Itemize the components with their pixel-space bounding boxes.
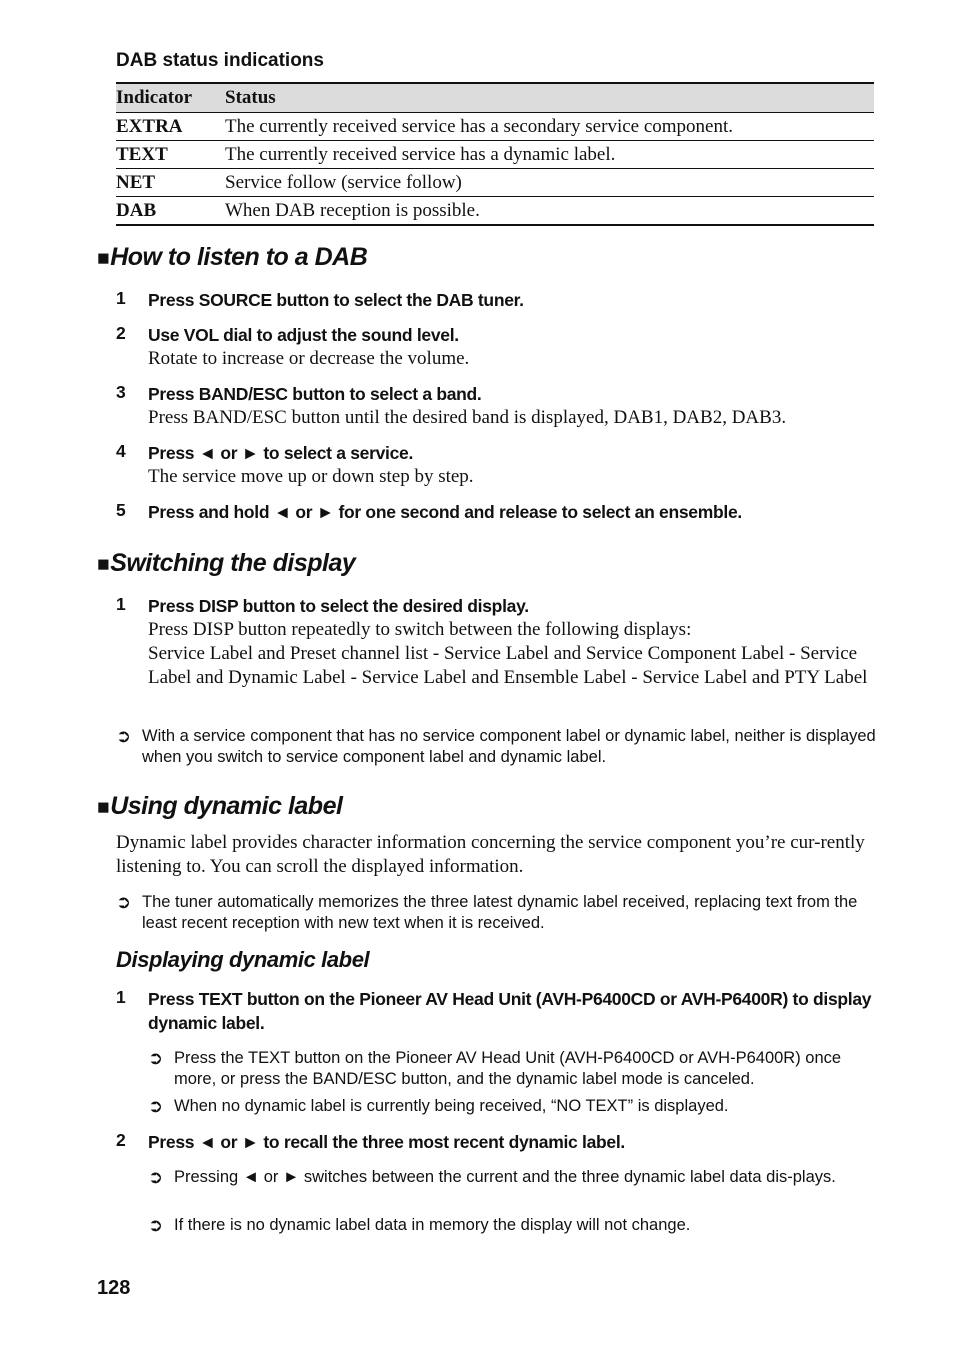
step-number: 4 — [116, 441, 126, 461]
note — [148, 1215, 876, 1236]
note-arrow-icon: ➲ — [148, 1096, 164, 1116]
step-body: Press BAND/ESC button until the desired band is displayed, DAB1, DAB2, DAB3. — [148, 407, 787, 428]
note-text: With a service component that has no service component label or dynamic label, neither is displayed when you switch to service component label and dynamic label. — [142, 727, 876, 766]
note-arrow-icon: ➲ — [116, 726, 132, 746]
heading-text: How to listen to a DAB — [110, 243, 368, 271]
section-heading-listen — [97, 243, 367, 272]
step-title: Use VOL dial to adjust the sound level. — [148, 325, 459, 345]
step-number: 1 — [116, 987, 126, 1007]
step-number: 1 — [116, 288, 126, 308]
step-title: Press ◄ or ► to select a service. — [148, 443, 414, 463]
table-header-indicator: Indicator — [116, 83, 225, 113]
note-text: Pressing ◄ or ► switches between the current and the three dynamic label data dis-plays. — [174, 1168, 836, 1186]
table-cell-indicator: NET — [116, 169, 225, 197]
heading-text: Using dynamic label — [110, 792, 343, 820]
step-body: Service Label and Preset channel list - Service Label and Service Component Label - Service Label and Dynamic Label - Service Label and Ensemble Label - Service Label and PTY Label — [148, 643, 868, 688]
table-cell-status: The currently received service has a secondary service component. — [225, 113, 874, 141]
subheading: Displaying dynamic label — [116, 947, 370, 972]
step-item — [116, 1130, 876, 1154]
step-title: Press and hold ◄ or ► for one second and release to select an ensemble. — [148, 502, 742, 522]
note-text: Press the TEXT button on the Pioneer AV Head Unit (AVH-P6400CD or AVH-P6400R) once more, or press the BAND/ESC button, and the dynamic label mode is canceled. — [174, 1049, 842, 1088]
step-item — [116, 288, 876, 312]
square-bullet-icon: ■ — [97, 553, 110, 576]
step-item — [116, 500, 876, 524]
paragraph: Dynamic label provides character information concerning the service component you’re cur-rently listening to. You can scroll the displayed information. — [116, 832, 865, 877]
note-text: If there is no dynamic label data in memory the display will not change. — [174, 1216, 691, 1234]
table-header-row — [116, 83, 874, 113]
table-title: DAB status indications — [116, 50, 324, 71]
square-bullet-icon: ■ — [97, 796, 110, 819]
step-item — [116, 441, 876, 489]
note — [148, 1096, 876, 1117]
table-row — [116, 197, 874, 226]
table-cell-status: Service follow (service follow) — [225, 169, 874, 197]
step-number: 1 — [116, 594, 126, 614]
status-table — [116, 82, 874, 226]
step-title: Press SOURCE button to select the DAB tuner. — [148, 290, 524, 310]
table-row — [116, 141, 874, 169]
step-number: 5 — [116, 500, 126, 520]
step-item — [116, 987, 876, 1035]
step-title: Press DISP button to select the desired display. — [148, 596, 529, 616]
note-text: When no dynamic label is currently being received, “NO TEXT” is displayed. — [174, 1097, 729, 1115]
section-heading-dynamic — [97, 792, 342, 821]
table-row — [116, 113, 874, 141]
table-cell-indicator: EXTRA — [116, 113, 225, 141]
section-heading-switching — [97, 549, 355, 578]
table-cell-status: The currently received service has a dynamic label. — [225, 141, 874, 169]
note — [116, 892, 876, 934]
step-title: Press TEXT button on the Pioneer AV Head Unit (AVH-P6400CD or AVH-P6400R) to display dynamic label. — [148, 989, 872, 1033]
note — [116, 726, 876, 768]
step-number: 2 — [116, 1130, 126, 1150]
note-text: The tuner automatically memorizes the three latest dynamic label received, replacing text from the least recent reception with new text when it is received. — [142, 893, 858, 932]
note — [148, 1048, 876, 1090]
step-body: Rotate to increase or decrease the volume. — [148, 348, 470, 369]
note-arrow-icon: ➲ — [148, 1167, 164, 1187]
step-number: 3 — [116, 382, 126, 402]
table-row — [116, 169, 874, 197]
step-item — [116, 323, 876, 371]
note — [148, 1167, 876, 1188]
note-arrow-icon: ➲ — [148, 1215, 164, 1235]
square-bullet-icon: ■ — [97, 247, 110, 270]
step-item — [116, 382, 876, 430]
step-item — [116, 594, 876, 690]
step-title: Press ◄ or ► to recall the three most recent dynamic label. — [148, 1132, 625, 1152]
page-number: 128 — [97, 1277, 131, 1299]
note-arrow-icon: ➲ — [148, 1048, 164, 1068]
note-arrow-icon: ➲ — [116, 892, 132, 912]
heading-text: Switching the display — [110, 549, 356, 577]
step-body: The service move up or down step by step. — [148, 466, 474, 487]
table-cell-indicator: TEXT — [116, 141, 225, 169]
table-header-status: Status — [225, 83, 874, 113]
step-title: Press BAND/ESC button to select a band. — [148, 384, 482, 404]
step-body: Press DISP button repeatedly to switch between the following displays: — [148, 619, 692, 640]
table-cell-indicator: DAB — [116, 197, 225, 226]
table-cell-status: When DAB reception is possible. — [225, 197, 874, 226]
step-number: 2 — [116, 323, 126, 343]
